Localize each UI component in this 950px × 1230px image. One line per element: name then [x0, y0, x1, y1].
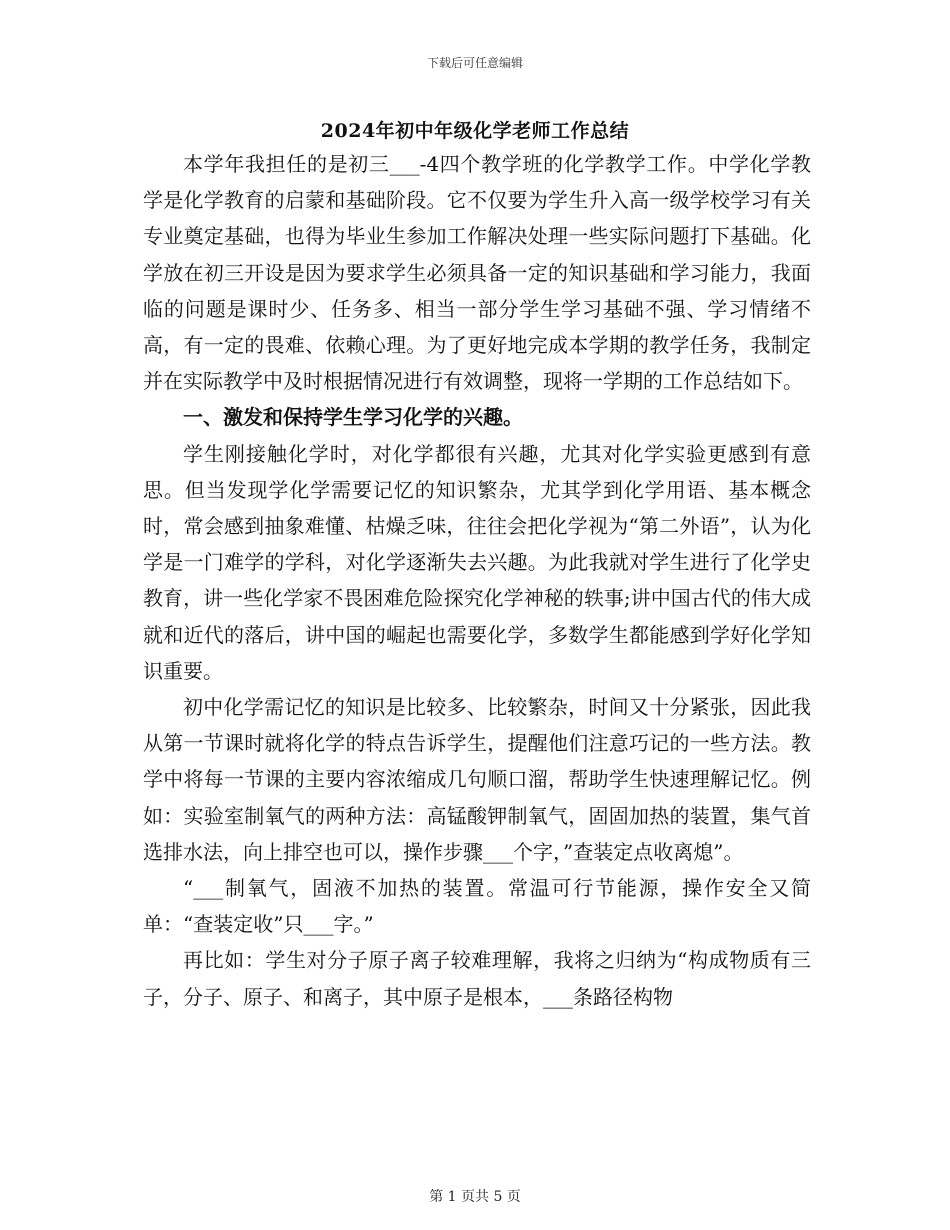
paragraph-intro: 本学年我担任的是初三___-4四个教学班的化学教学工作。中学化学教学是化学教育的启蒙和基础阶段。它不仅要为学生升入高一级学校学习有关专业奠定基础，也得为毕业生参加工作解决处理一些实际问题打下基础。化学放在初三开设是因为要求学生必须具备一定的知识基础和学习能力，我面临的问题是课时少、任务多、相当一部分学生学习基础不强、学习情绪不高，有一定的畏难、依赖心理。为了更好地完成本学期的教学任务，我制定并在实际教学中及时根据情况进行有效调整，现将一学期的工作总结如下。 — [143, 152, 811, 394]
page-number: 第 1 页共 5 页 — [429, 1189, 521, 1205]
section-heading-1: 一、激发和保持学生学习化学的兴趣。 — [183, 405, 523, 430]
document-title: 2024年初中年级化学老师工作总结 — [320, 120, 630, 142]
paragraph-particles: 再比如：学生对分子原子离子较难理解，我将之归纳为“构成物质有三子，分子、原子、和离子，其中原子是根本，___条路径构物 — [143, 948, 811, 1009]
paragraph-interest: 学生刚接触化学时，对化学都很有兴趣，尤其对化学实验更感到有意思。但当发现学化学需要记忆的知识繁杂，尤其学到化学用语、基本概念时，常会感到抽象难懂、枯燥乏味，往往会把化学视为“第二外语”，认为化学是一门难学的学科，对化学逐渐失去兴趣。为此我就对学生进行了化学史教育，讲一些化学家不畏困难危险探究化学神秘的轶事;讲中国古代的伟大成就和近代的落后，讲中国的崛起也需要化学，多数学生都能感到学好化学知识重要。 — [143, 441, 811, 683]
page-header-note: 下载后可任意编辑 — [426, 56, 523, 70]
paragraph-memory-methods: 初中化学需记忆的知识是比较多、比较繁杂，时间又十分紧张，因此我从第一节课时就将化学的特点告诉学生，提醒他们注意巧记的一些方法。教学中将每一节课的主要内容浓缩成几句顺口溜，帮助学生快速理解记忆。例如：实验室制氧气的两种方法：高锰酸钾制氧气，固固加热的装置，集气首选排水法，向上排空也可以，操作步骤___个字，”查装定点收离熄”。 — [143, 695, 811, 864]
paragraph-oxygen-rhyme: “___制氧气，固液不加热的装置。常温可行节能源，操作安全又简单：“查装定收”只___字。” — [143, 876, 811, 937]
document-body — [143, 146, 811, 1015]
